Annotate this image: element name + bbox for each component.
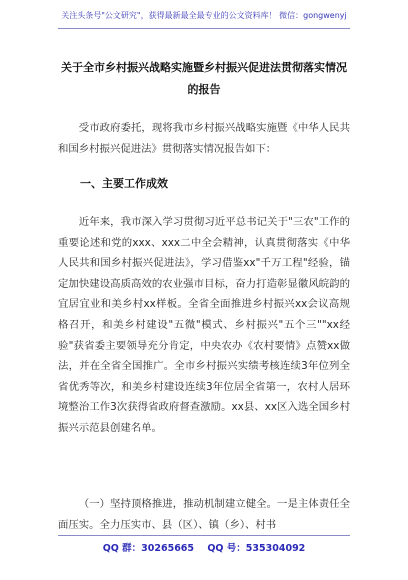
intro-paragraph: 受市政府委托，现将我市乡村振兴战略实施暨《中华人民共和国乡村振兴促进法》贯彻落实情况报告如下：	[58, 122, 350, 155]
section-heading: 一、主要工作成效	[80, 177, 168, 190]
footer	[0, 540, 408, 554]
document-title: 关于全市乡村振兴战略实施暨乡村振兴促进法贯彻落实情况的报告	[61, 61, 347, 96]
footer-qq-group: QQ 群：30265665	[102, 543, 195, 554]
header-divider	[58, 28, 350, 29]
body-paragraph: 近年来，我市深入学习贯彻习近平总书记关于"三农"工作的重要论述和党的xxx、xxx二中全会精神，认真贯彻落实《中华人民共和国乡村振兴促进法》，学习借鉴xx"千万工程"经验，锚定加快建设高质高效的农业强市目标，奋力打造彰显徽风皖韵的宜居宜业和美乡村xx样板。全省全面推进乡村振兴xx会议高规格召开，和美乡村建设"五微"模式、乡村振兴"五个三""xx经验"获省委主要领导充分肯定，中央农办《农村要情》点赞xx做法，并在全省全国推广。全市乡村振兴实绩考核连续3年位列全省优秀等次，和美乡村建设连续3年位居全省第一，农村人居环境整治工作3次获得省政府督查激励。xx县、xx区入选全国乡村振兴示范县创建名单。	[58, 216, 350, 434]
footer-divider	[58, 535, 350, 536]
footer-qq-number: QQ 号：535304092	[207, 543, 306, 554]
sub-paragraph: （一）坚持顶格推进，推动机制建立健全。一是主体责任全面压实。全力压实市、县（区）、镇（乡）、村书	[58, 498, 350, 531]
header-banner: 关注头条号"公文研究"，获得最新最全最专业的公文资料库！ 微信：gongwenyj	[61, 11, 347, 20]
